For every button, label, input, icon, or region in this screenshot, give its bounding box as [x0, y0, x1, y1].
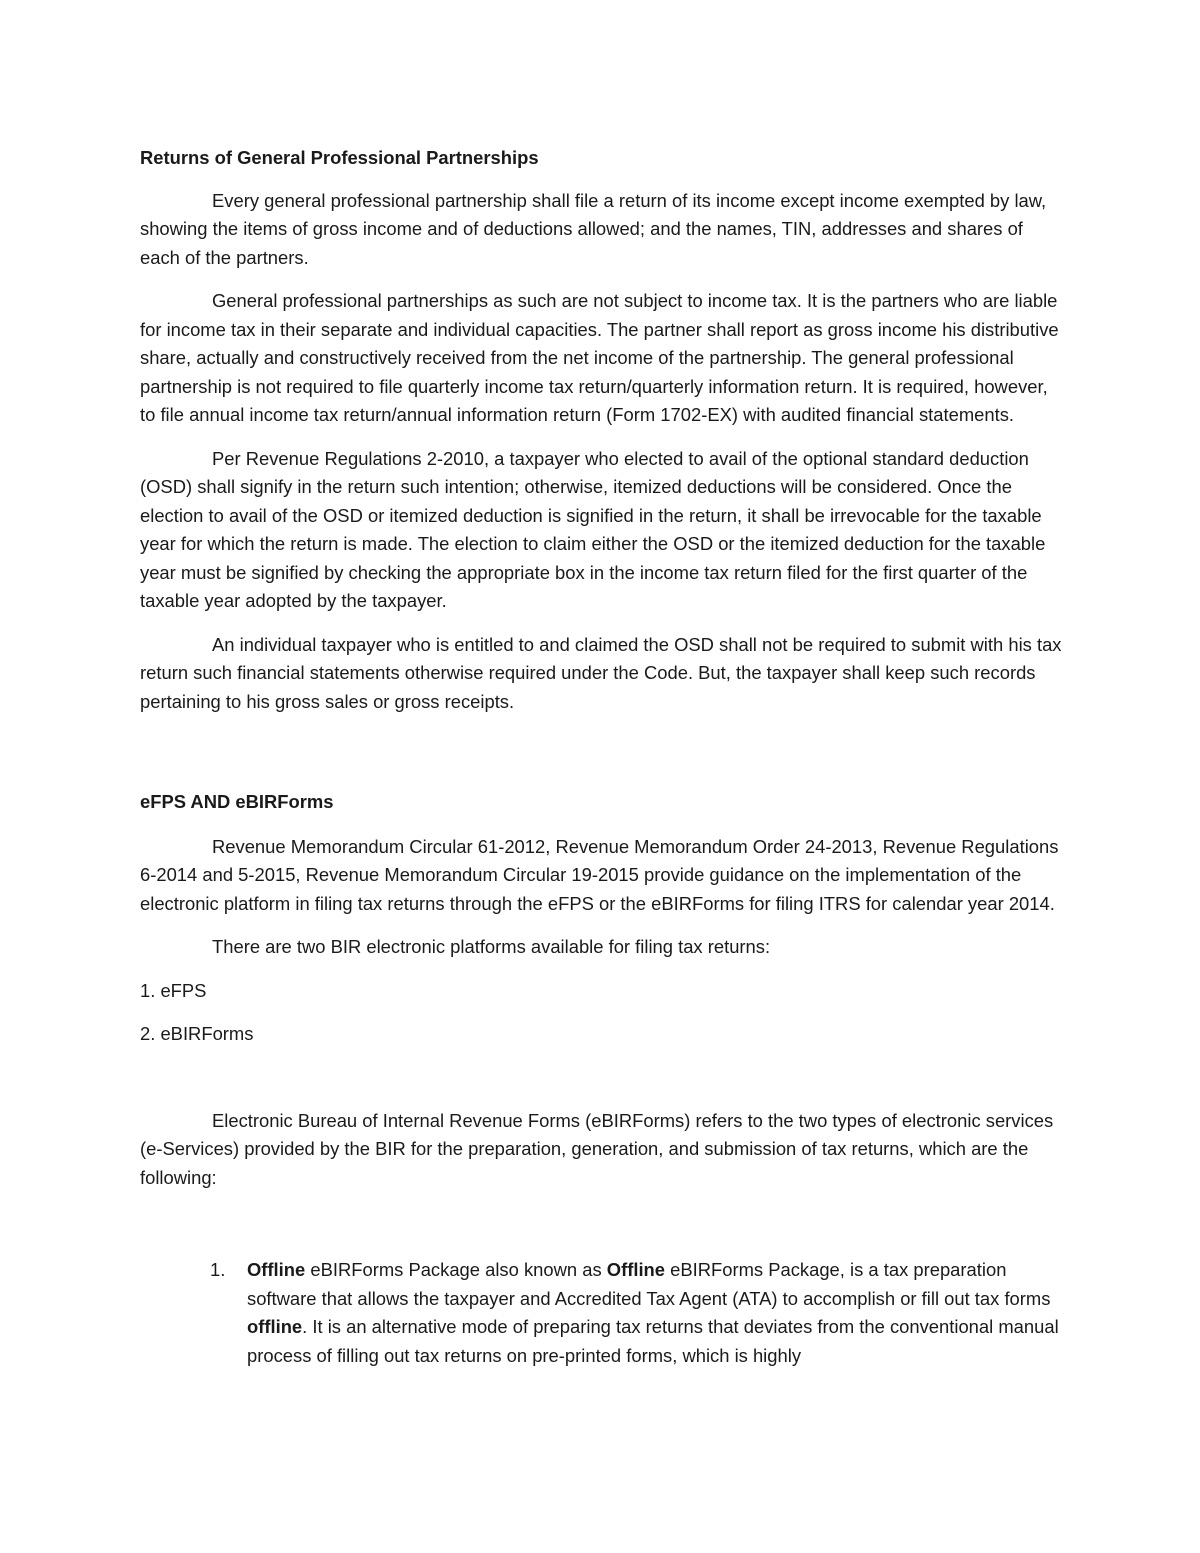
paragraph-gpp-1: Every general professional partnership shall file a return of its income except income exempted by law, showing the items of gross income and of deductions allowed; and the names, TIN, addresses and shares of each of the partners.	[140, 189, 1047, 268]
paragraph-efps-2: There are two BIR electronic platforms available for filing tax returns:	[212, 936, 771, 957]
paragraph-efps-3: Electronic Bureau of Internal Revenue Forms (eBIRForms) refers to the two types of electronic services (e-Services) provided by the BIR for the preparation, generation, and submission of tax returns, which are the following:	[140, 1109, 1054, 1188]
paragraph-gpp-4: An individual taxpayer who is entitled to and claimed the OSD shall not be required to submit with his tax return such financial statements otherwise required under the Code. But, the taxpayer shall keep such records pertaining to his gross sales or gross receipts.	[140, 633, 1062, 712]
document-page	[140, 144, 1065, 1370]
paragraph-efps-1: Revenue Memorandum Circular 61-2012, Revenue Memorandum Order 24-2013, Revenue Regulations 6-2014 and 5-2015, Revenue Memorandum Circular 19-2015 provide guidance on the implementation of the electronic platform in filing tax returns through the eFPS or the eBIRForms for filing ITRS for calendar year 2014.	[140, 835, 1059, 914]
paragraph-gpp-3: Per Revenue Regulations 2-2010, a taxpayer who elected to avail of the optional standard deduction (OSD) shall signify in the return such intention; otherwise, itemized deductions will be considered. Once the election to avail of the OSD or itemized deduction is signified in the return, it shall be irrevocable for the taxable year for which the return is made. The election to claim either the OSD or the itemized deduction for the taxable year must be signified by checking the appropriate box in the income tax return filed for the first quarter of the taxable year adopted by the taxpayer.	[140, 447, 1046, 611]
list-item-text-a: eBIRForms Package also known as	[305, 1259, 607, 1280]
list-item	[140, 1256, 1065, 1370]
platform-item-ebirforms: 2. eBIRForms	[140, 1023, 254, 1044]
list-item-bold-mid: Offline	[606, 1259, 666, 1280]
list-item-bold-end: offline	[247, 1316, 303, 1337]
paragraph-gpp-2: General professional partnerships as such are not subject to income tax. It is the partners who are liable for income tax in their separate and individual capacities. The partner shall report as gross income his distributive share, actually and constructively received from the net income of the partnership. The general professional partnership is not required to file quarterly income tax return/quarterly information return. It is required, however, to file annual income tax return/annual information return (Form 1702-EX) with audited financial statements.	[140, 290, 1059, 425]
section-heading-gpp: Returns of General Professional Partnerships	[140, 147, 539, 168]
list-item-number: 1.	[210, 1259, 226, 1280]
list-item-text-b: eBIRForms Package, is a tax preparation software that allows the taxpayer and Accredited Tax Agent (ATA) to accomplish or fill out tax forms	[247, 1259, 1051, 1309]
list-item-text-c: . It is an alternative mode of preparing tax returns that deviates from the conventional manual process of filling out tax returns on pre-printed forms, which is highly	[247, 1316, 1059, 1366]
platform-item-efps: 1. eFPS	[140, 979, 207, 1001]
section-heading-efps: eFPS AND eBIRForms	[140, 791, 334, 812]
list-item-bold-lead: Offline	[247, 1259, 306, 1280]
ebirforms-type-list	[140, 1256, 1065, 1370]
